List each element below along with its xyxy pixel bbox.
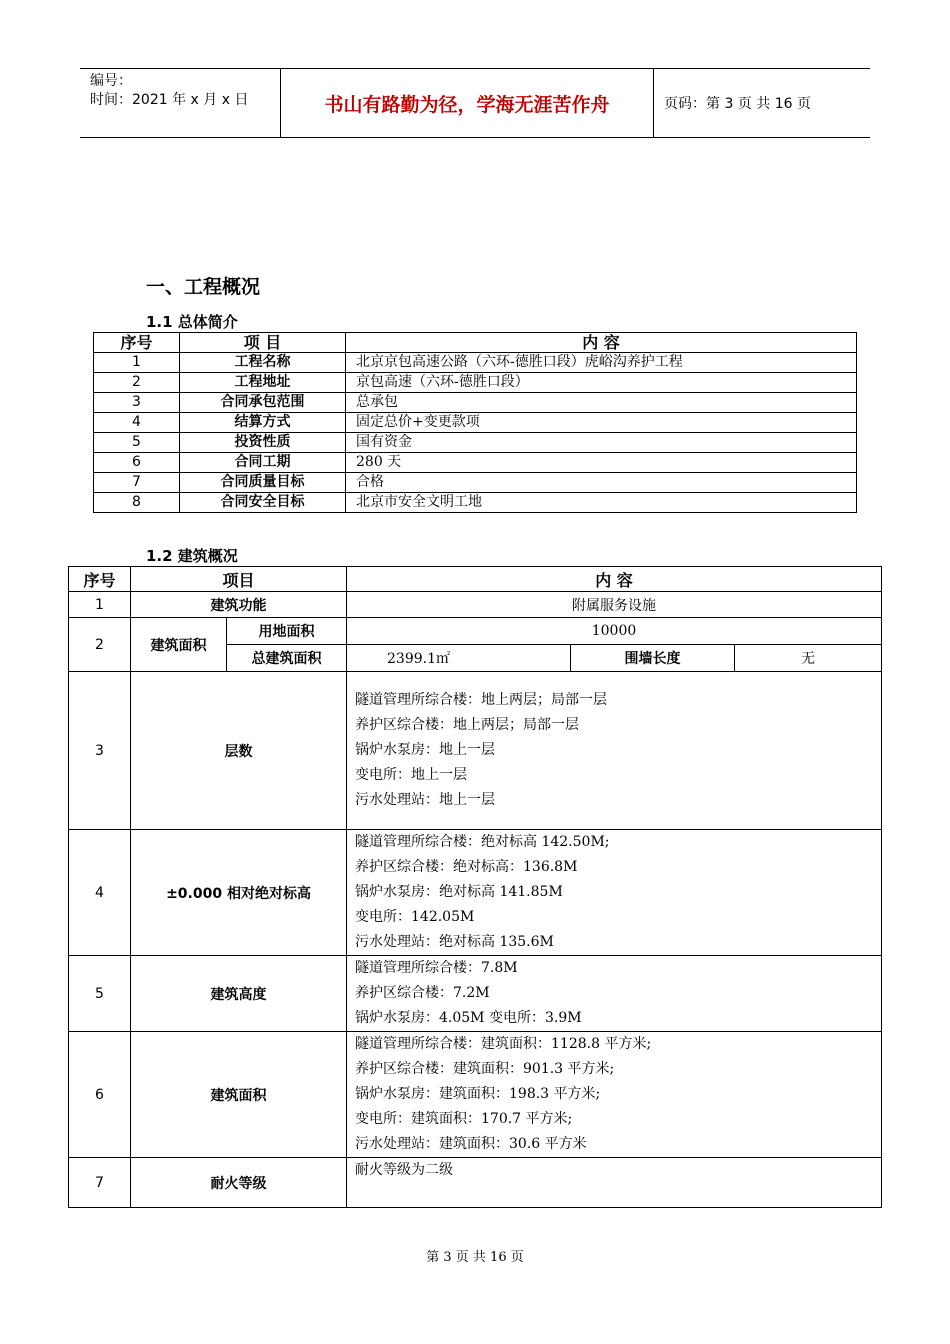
page-footer: 第 3 页 共 16 页 — [426, 1250, 524, 1265]
row-item: 合同安全目标 — [180, 493, 346, 513]
row-number: 1 — [69, 592, 131, 618]
content-line: 隧道管理所综合楼：建筑面积：1128.8 平方米; — [355, 1036, 652, 1052]
row-content: 280 天 — [346, 453, 857, 473]
table-row — [69, 618, 882, 645]
row-content — [347, 1032, 882, 1158]
row-number: 5 — [94, 433, 180, 453]
row-content: 合格 — [346, 473, 857, 493]
header-meta — [80, 69, 281, 137]
gross-area-value: 2399.1㎡ — [347, 645, 571, 672]
row-content: 附属服务设施 — [347, 592, 882, 618]
page-header — [80, 68, 870, 138]
table-row — [69, 672, 882, 830]
table-row — [94, 453, 857, 473]
content-line: 锅炉水泵房：绝对标高 141.85M — [355, 884, 563, 900]
row-number: 4 — [94, 413, 180, 433]
building-title: 1.2 建筑概况 — [146, 547, 238, 565]
row-number: 3 — [94, 393, 180, 413]
content-line: 隧道管理所综合楼：地上两层；局部一层 — [355, 692, 608, 708]
row-number: 7 — [69, 1158, 131, 1208]
content-line: 锅炉水泵房：建筑面积：198.3 平方米; — [355, 1086, 601, 1102]
row-content — [347, 956, 882, 1032]
row-content: 北京市安全文明工地 — [346, 493, 857, 513]
building-table — [68, 566, 882, 1208]
table-row — [69, 1158, 882, 1208]
row-content: 总承包 — [346, 393, 857, 413]
content-line: 变电所：建筑面积：170.7 平方米; — [355, 1111, 573, 1127]
content-line: 养护区综合楼：7.2M — [355, 985, 490, 1001]
row-content — [347, 672, 882, 830]
row-number: 2 — [94, 373, 180, 393]
row-item: 建筑面积 — [131, 618, 227, 672]
land-area-value: 10000 — [347, 618, 882, 645]
table-row — [69, 592, 882, 618]
row-number: 4 — [69, 830, 131, 956]
row-number: 3 — [69, 672, 131, 830]
header-time: 时间：2021 年 x 月 x 日 — [90, 92, 249, 108]
row-content: 国有资金 — [346, 433, 857, 453]
content-line: 耐火等级为二级 — [355, 1162, 454, 1178]
gross-area-label: 总建筑面积 — [227, 645, 347, 672]
content-line: 变电所：地上一层 — [355, 767, 468, 783]
header-cell: 项 目 — [180, 333, 346, 353]
row-number: 7 — [94, 473, 180, 493]
wall-length-value: 无 — [735, 645, 882, 672]
table-row — [94, 373, 857, 393]
overview-title: 1.1 总体简介 — [146, 313, 238, 331]
row-number: 6 — [94, 453, 180, 473]
content-line: 隧道管理所综合楼：7.8M — [355, 960, 518, 976]
table-row — [94, 493, 857, 513]
header-number: 编号： — [90, 73, 132, 89]
row-number: 6 — [69, 1032, 131, 1158]
content-line: 锅炉水泵房：地上一层 — [355, 742, 496, 758]
content-line: 污水处理站：建筑面积：30.6 平方米 — [355, 1136, 587, 1152]
row-item: 建筑功能 — [131, 592, 347, 618]
section-title: 一、工程概况 — [146, 276, 261, 298]
header-cell: 内 容 — [346, 333, 857, 353]
row-content: 京包高速（六环-德胜口段） — [346, 373, 857, 393]
row-number: 2 — [69, 618, 131, 672]
row-item: 投资性质 — [180, 433, 346, 453]
table-row — [94, 473, 857, 493]
row-number: 8 — [94, 493, 180, 513]
table-row — [94, 433, 857, 453]
row-item: 结算方式 — [180, 413, 346, 433]
row-item: 耐火等级 — [131, 1158, 347, 1208]
row-item: 工程名称 — [180, 353, 346, 373]
row-item: 建筑面积 — [131, 1032, 347, 1158]
content-line: 养护区综合楼：绝对标高：136.8M — [355, 859, 578, 875]
row-item: 合同工期 — [180, 453, 346, 473]
row-content — [347, 1158, 882, 1208]
content-line: 养护区综合楼：建筑面积：901.3 平方米; — [355, 1061, 615, 1077]
header-cell: 序号 — [69, 567, 131, 592]
table-row — [94, 413, 857, 433]
row-item: 建筑高度 — [131, 956, 347, 1032]
header-motto: 书山有路勤为径，学海无涯苦作舟 — [281, 69, 654, 137]
row-item: 合同质量目标 — [180, 473, 346, 493]
row-number: 1 — [94, 353, 180, 373]
table-row — [94, 393, 857, 413]
row-content — [347, 830, 882, 956]
table-header-row — [94, 333, 857, 353]
content-line: 污水处理站：绝对标高 135.6M — [355, 934, 554, 950]
row-item: 工程地址 — [180, 373, 346, 393]
row-content: 北京京包高速公路（六环-德胜口段）虎峪沟养护工程 — [346, 353, 857, 373]
header-page: 页码：第 3 页 共 16 页 — [664, 96, 811, 112]
table-row — [69, 956, 882, 1032]
row-content: 固定总价+变更款项 — [346, 413, 857, 433]
row-number: 5 — [69, 956, 131, 1032]
table-header-row — [69, 567, 882, 592]
table-row — [94, 353, 857, 373]
row-item: 合同承包范围 — [180, 393, 346, 413]
overview-table — [93, 332, 857, 513]
content-line: 养护区综合楼：地上两层；局部一层 — [355, 717, 580, 733]
table-row — [69, 1032, 882, 1158]
content-line: 变电所：142.05M — [355, 909, 475, 925]
table-row — [69, 830, 882, 956]
row-item: ±0.000 相对绝对标高 — [131, 830, 347, 956]
content-line: 污水处理站：地上一层 — [355, 792, 496, 808]
content-line: 锅炉水泵房：4.05M 变电所：3.9M — [355, 1010, 582, 1026]
wall-length-label: 围墙长度 — [571, 645, 735, 672]
row-item: 层数 — [131, 672, 347, 830]
land-area-label: 用地面积 — [227, 618, 347, 645]
header-cell: 序号 — [94, 333, 180, 353]
header-cell: 项目 — [131, 567, 347, 592]
content-line: 隧道管理所综合楼：绝对标高 142.50M; — [355, 834, 610, 850]
header-cell: 内 容 — [347, 567, 882, 592]
